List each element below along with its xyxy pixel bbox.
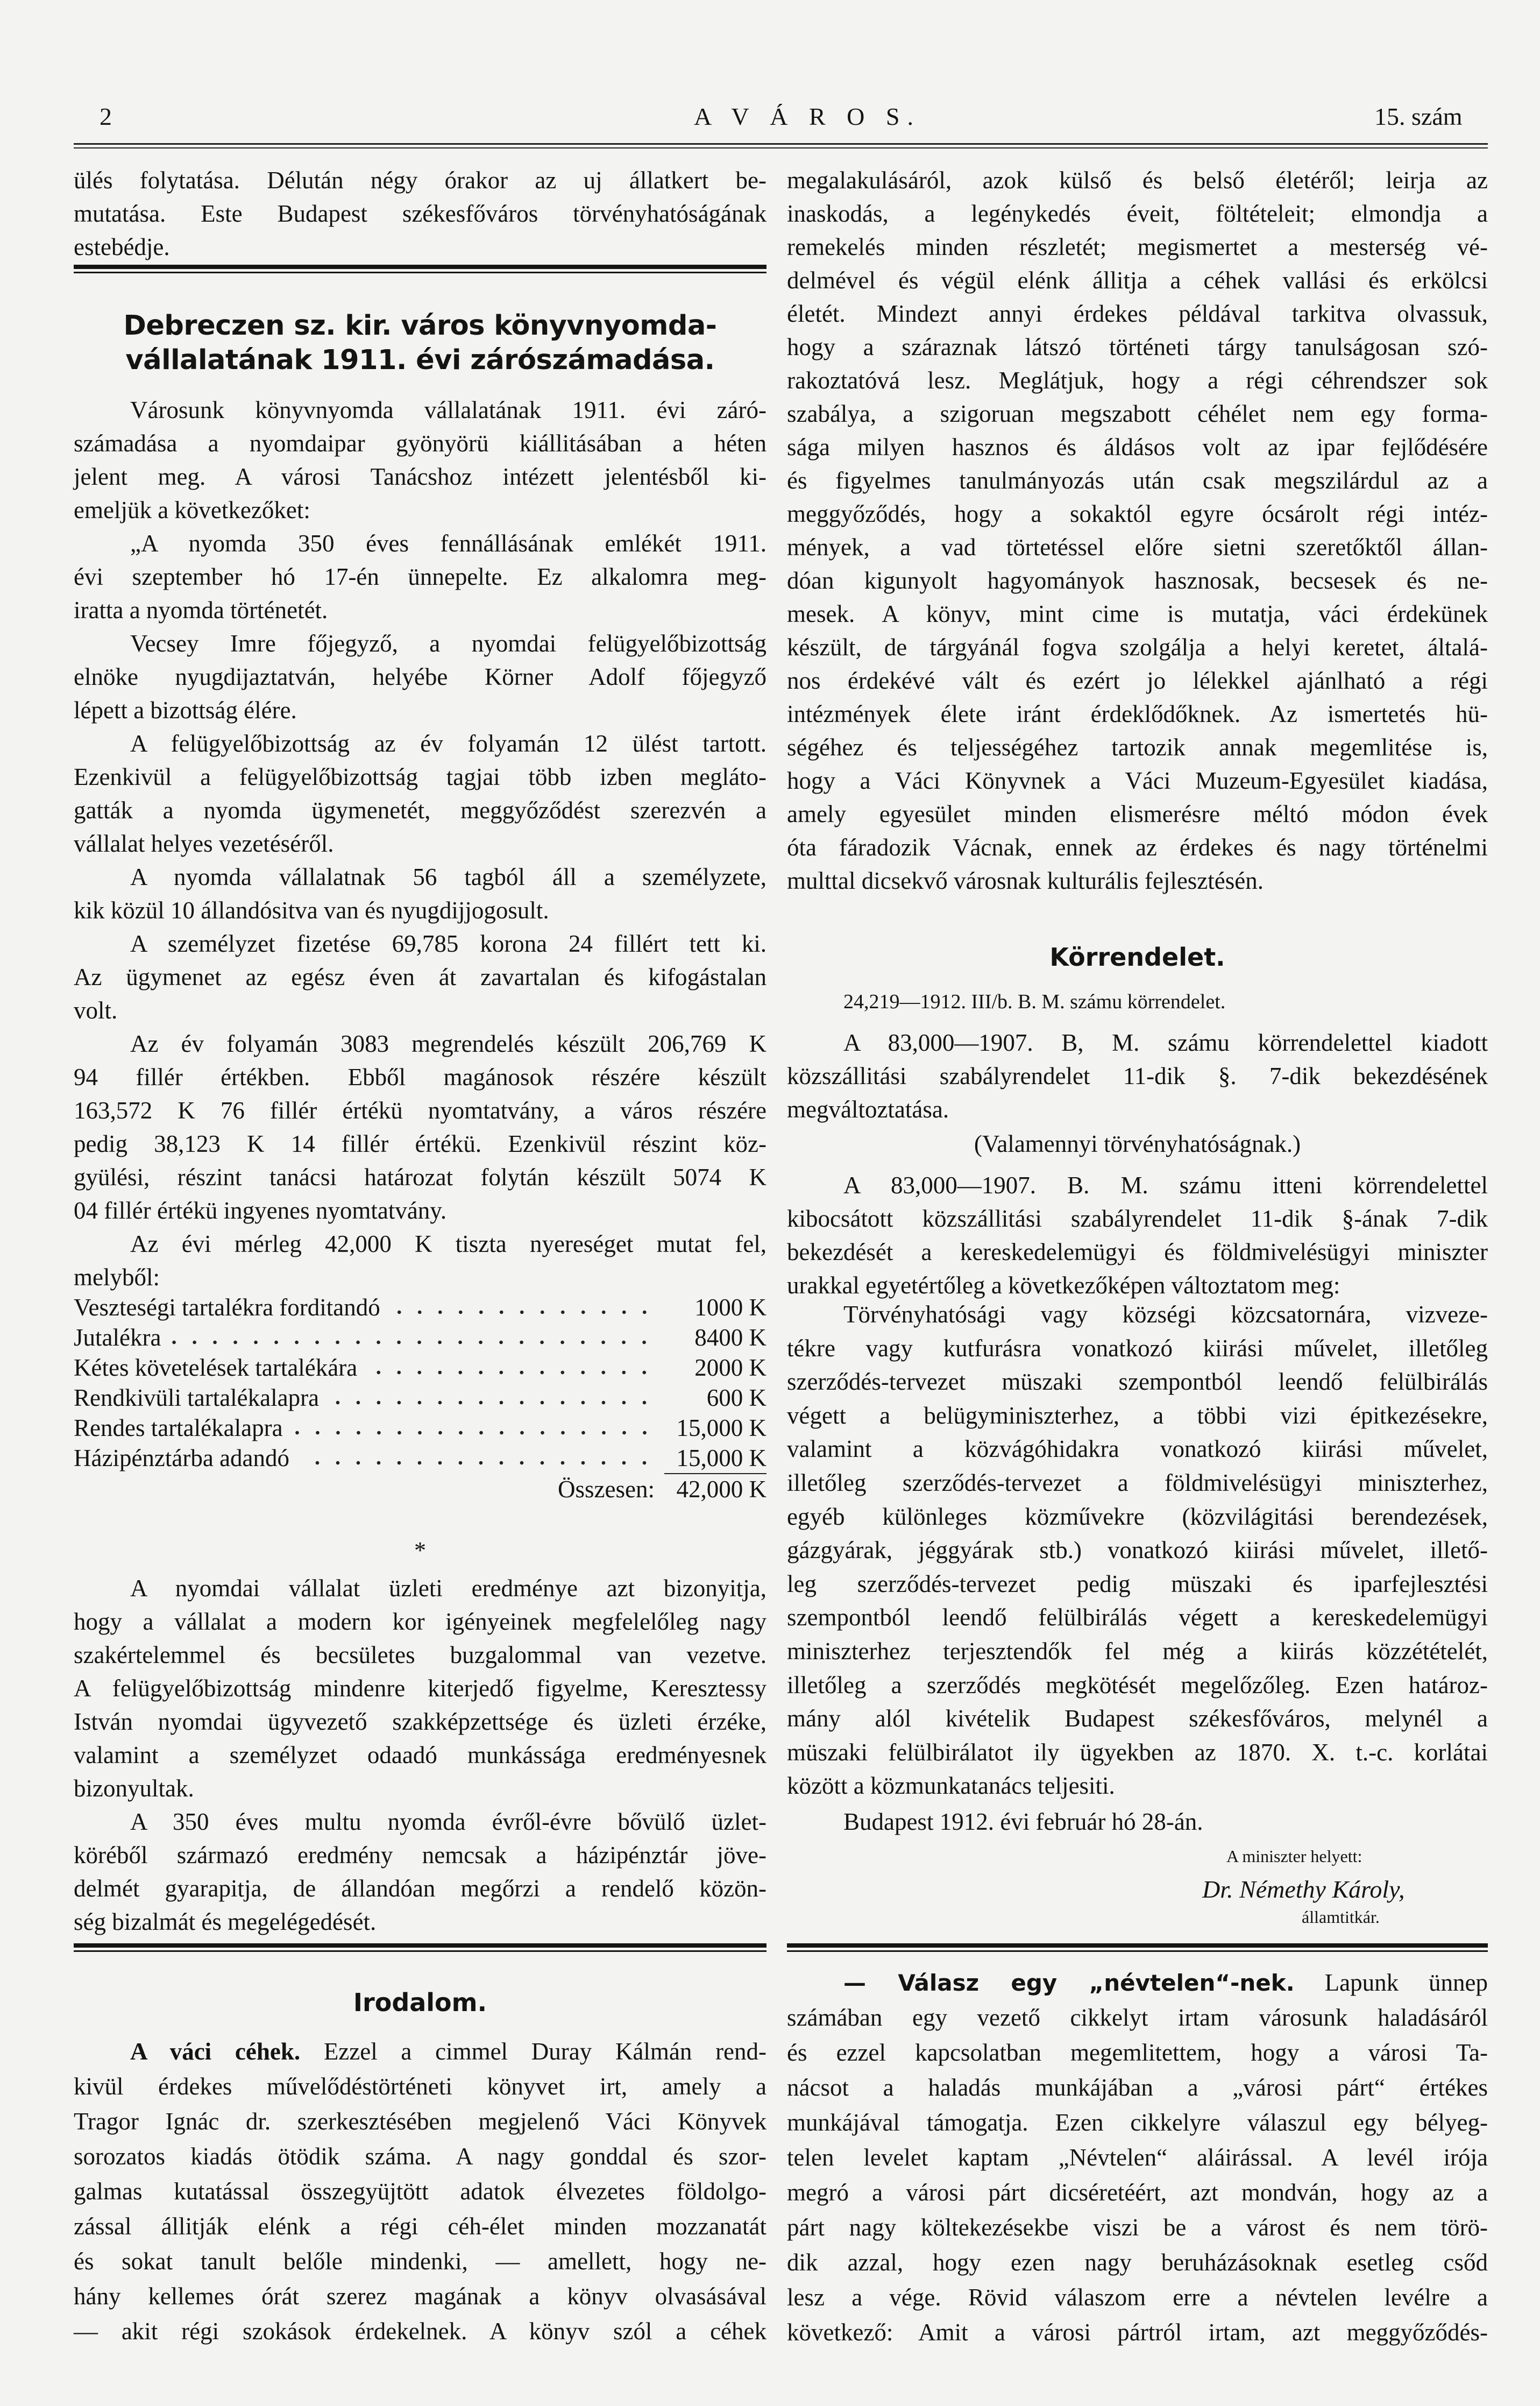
- text-line: és sokat tanult belőle mindenki, — amellett, hogy ne-: [74, 2248, 767, 2275]
- irodalom-article: [74, 2034, 767, 2349]
- text-line: következő: Amit a városi pártról irtam, azt meggyőződés-: [787, 2319, 1488, 2346]
- decree-reference: 24,219—1912. III/b. B. M. számu körrendelet.: [843, 990, 1226, 1013]
- text-line: István nyomdai ügyvezető szakképzettsége és üzleti érzéke,: [74, 1708, 767, 1735]
- total-value: 42,000 K: [664, 1473, 767, 1504]
- decree-subject: [787, 1026, 1488, 1126]
- text-line: sága milyen hasznos és áldásos volt az ipar fejlődésére: [787, 434, 1488, 461]
- signature-title: államtitkár.: [1302, 1907, 1380, 1927]
- text-line: szakértelemmel és becsületes buzgalommal van vezetve.: [74, 1641, 767, 1668]
- text-line: elnöke nyugdijaztatván, helyébe Körner Adolf főjegyző: [74, 663, 767, 690]
- row-value: 1000 K: [694, 1294, 767, 1321]
- irodalom-continuation: [787, 164, 1488, 897]
- row-value: 600 K: [706, 1384, 767, 1411]
- text-line: Városunk könyvnyomda vállalatának 1911. évi záró-: [130, 397, 767, 423]
- text-line: tékre vagy kutfurásra vonatkozó kiirási művelet, illetőleg: [787, 1334, 1488, 1362]
- text-line: nácsot a haladás munkájában a „városi párt“ értékes: [787, 2074, 1488, 2101]
- issue-number: 15. szám: [1374, 103, 1463, 130]
- text-line: 163,572 K 76 fillér értékü nyomtatvány, a város részére: [74, 1097, 767, 1124]
- text-line: életét. Mindezt annyi érdekes példával tarkitva olvassuk,: [787, 300, 1488, 327]
- lead-title: A váci céhek.: [130, 2038, 301, 2065]
- text-line: lesz a vége. Rövid válaszom erre a névtelen levélre a: [787, 2284, 1488, 2311]
- text-line: 04 fillér értékü ingyenes nyomtatvány.: [74, 1197, 447, 1224]
- text-line: gyülési, részint tanácsi határozat folytán készült 5074 K: [74, 1164, 767, 1191]
- text-line: Tragor Ignác dr. szerkesztésében megjelenő Váci Könyvek: [74, 2108, 767, 2135]
- text-line: mutatása. Este Budapest székesfőváros törvényhatóságának: [74, 200, 767, 227]
- header-rule: [74, 143, 1488, 148]
- text-line: párt nagy költekezésekbe viszi be a várost és nem törö-: [787, 2214, 1488, 2241]
- text-line: amely egyesület minden elismerésre méltó módon évek: [787, 801, 1488, 827]
- table-row: [74, 1383, 767, 1413]
- decree-paragraph: [787, 1169, 1488, 1302]
- text-line: hogy a Váci Könyvnek a Váci Muzeum-Egyesület kiadása,: [787, 767, 1488, 794]
- text-line: illetőleg szerződés-tervezet a földmivelésügyi miniszterhez,: [787, 1469, 1488, 1496]
- text-line: A 83,000—1907. B, M. számu körrendelettel kiadott: [843, 1029, 1488, 1056]
- text-line: rakoztatóvá lesz. Meglátjuk, hogy a régi céhrendszer sok: [787, 367, 1488, 394]
- text-line: Vecsey Imre főjegyző, a nyomdai felügyelőbizottság: [130, 630, 767, 657]
- text-line: szabálya, a szigoruan megszabott céhélet nem egy forma-: [787, 400, 1488, 427]
- text-line: valamint a személyzet odaadó munkássága eredményesnek: [74, 1742, 767, 1768]
- article-body-continued: [74, 1572, 767, 1938]
- decree-paragraph: [787, 1298, 1488, 1803]
- separator-asterisk: *: [414, 1537, 426, 1563]
- text-line: sorozatos kiadás ötödik száma. A nagy gonddal és szor-: [74, 2143, 767, 2170]
- text-line: A személyzet fizetése 69,785 korona 24 fillért tett ki.: [130, 930, 767, 957]
- text-line: és ezzel kapcsolatban megemlitettem, hogy a városi Ta-: [787, 2039, 1488, 2066]
- text-line: estebédje.: [74, 233, 170, 260]
- text-line: évi szeptember hó 17-én ünnepelte. Ez alkalomra meg-: [74, 563, 767, 590]
- text-line: A nyomdai vállalat üzleti eredménye azt bizonyitja,: [130, 1575, 767, 1602]
- text-line: galmas kutatással összegyüjtött adatok élvezetes földolgo-: [74, 2178, 767, 2205]
- article-headline: [74, 309, 767, 378]
- table-row: [74, 1353, 767, 1383]
- dot-leader: [367, 1369, 655, 1376]
- text-line: zással állitják elénk a régi céh-élet minden mozzanatát: [74, 2213, 767, 2240]
- text-line: és figyelmes tanulmányozás után csak megszilárdul az a: [787, 467, 1488, 494]
- text-line: 94 fillér értékben. Ebből magánosok részére készült: [74, 1064, 767, 1091]
- text-line: jelent meg. A városi Tanácshoz intézett jelentésből ki-: [74, 463, 767, 490]
- text-line: A felügyelőbizottság az év folyamán 12 ülést tartott.: [130, 730, 767, 757]
- intro-paragraph: [74, 164, 767, 264]
- text-line: Ezenkivül a felügyelőbizottság tagjai több izben megláto-: [74, 763, 767, 790]
- text-line: ség bizalmát és megelégedését.: [74, 1908, 377, 1935]
- newspaper-title: A V Á R O S.: [694, 103, 921, 130]
- text-line: multtal dicsekvő városnak kulturális fejlesztésén.: [787, 867, 1264, 894]
- text-line: ségéhez és teljességéhez tartozik annak megemlitése is,: [787, 734, 1488, 761]
- row-label: Veszteségi tartalékra forditandó: [74, 1294, 380, 1321]
- text-line: Az évi mérleg 42,000 K tiszta nyereséget mutat fel,: [130, 1230, 767, 1257]
- total-label: Összesen:: [558, 1476, 655, 1503]
- text-line: pedig 38,123 K 14 fillér értékü. Ezenkivül részint köz-: [74, 1130, 767, 1157]
- text-line: lépett a bizottság élére.: [74, 697, 297, 724]
- text-line: hogy a száraznak látszó történeti tárgy tanulságosan szó-: [787, 334, 1488, 360]
- text-line: számadása a nyomdaipar gyönyörü kiállitásában a héten: [74, 430, 767, 457]
- text-line: inaskodás, a legénykedés éveit, föltételeit; elmondja a: [787, 200, 1488, 227]
- text-line: [74, 2034, 767, 2069]
- text-line: — akit régi szokások érdekelnek. A könyv szól a céhek: [74, 2318, 767, 2345]
- text-line: ülés folytatása. Délután négy órakor az uj állatkert be-: [74, 167, 767, 194]
- dot-leader: [171, 1339, 655, 1346]
- table-row: [74, 1443, 767, 1473]
- text-line: urakkal egyetértőleg a következőképen változtatom meg:: [787, 1272, 1340, 1299]
- page-number: 2: [100, 103, 112, 130]
- signature-role: A miniszter helyett:: [1226, 1846, 1362, 1866]
- text-line: illetőleg a szerződés megkötését megelőzőleg. Ezen határoz-: [787, 1671, 1488, 1699]
- text-line: valamint a közvágóhidakra vonatkozó kiirási művelet,: [787, 1435, 1488, 1463]
- text-line: kivül érdekes művelődéstörténeti könyvet irt, amely a: [74, 2073, 767, 2100]
- text-line: bekezdését a kereskedelemügyi és földmivelésügyi miniszter: [787, 1239, 1488, 1265]
- signature-name: Dr. Némethy Károly,: [1202, 1876, 1405, 1903]
- row-value: 15,000 K: [676, 1445, 767, 1471]
- valasz-article: [787, 1965, 1488, 2350]
- text-line: intézmények élete iránt érdeklődőknek. Az ismertetés hü-: [787, 700, 1488, 727]
- text-line: nos érdekévé vált és ezért jo lélekkel ajánlható a régi: [787, 667, 1488, 694]
- section-divider: [74, 1943, 767, 1952]
- text-line: számában egy vezető cikkelyt irtam városunk haladásáról: [787, 2004, 1488, 2031]
- text-line: müszaki felülbirálatot ily ügyekben az 1870. X. t.-c. korlátai: [787, 1738, 1488, 1766]
- row-label: Rendes tartalékalapra: [74, 1414, 283, 1441]
- section-divider: [787, 1943, 1488, 1952]
- dot-leader: [293, 1429, 655, 1436]
- text-line: között a közmunkatanács teljesiti.: [787, 1772, 1115, 1800]
- section-divider: [74, 265, 767, 273]
- row-label: Jutalékra: [74, 1324, 161, 1351]
- text-line: munkájával támogatja. Ezen cikkelyre válaszul egy bélyeg-: [787, 2109, 1488, 2136]
- text-line: készült, de tárgyánál fogva szolgálja a helyi keretet, általá-: [787, 634, 1488, 661]
- lead-title: — Válasz egy „névtelen“-nek.: [843, 1970, 1295, 1996]
- text-line: A nyomda vállalatnak 56 tagból áll a személyzete,: [130, 864, 767, 890]
- text-line: leg szerződés-tervezet pedig müszaki és iparfejlesztési: [787, 1570, 1488, 1597]
- dot-leader: [299, 1459, 655, 1467]
- text-line: A 350 éves multu nyomda évről-évre bővülő üzlet-: [130, 1808, 767, 1835]
- text-line: mány alól kivételik Budapest székesfőváros, melynél a: [787, 1705, 1488, 1732]
- text-line: A felügyelőbizottság mindenre kiterjedő figyelme, Keresztessy: [74, 1675, 767, 1702]
- text-line: kibocsátott közszállitási szabályrendelet 11-dik §-ának 7-dik: [787, 1205, 1488, 1232]
- text-line: megváltoztatása.: [787, 1096, 949, 1123]
- text-line: Törvényhatósági vagy községi közcsatornára, vizveze-: [843, 1301, 1488, 1328]
- text-line: A 83,000—1907. B. M. számu itteni körrendelettel: [843, 1172, 1488, 1199]
- text-line: Az év folyamán 3083 megrendelés készült 206,769 K: [130, 1030, 767, 1057]
- table-row: [74, 1322, 767, 1353]
- row-label: Házipénztárba adandó: [74, 1445, 290, 1471]
- headline-line: Debreczen sz. kir. város könyvnyomda-: [123, 310, 717, 342]
- section-heading-irodalom: Irodalom.: [353, 1988, 487, 2017]
- text-line: megalakulásáról, azok külső és belső életéről; leirja az: [787, 167, 1488, 194]
- text-line: gázgyárak, jéggyárak stb.) vonatkozó kiirási művelet, illető-: [787, 1537, 1488, 1564]
- text-line: Az ügymenet az egész éven át zavartalan és kifogástalan: [74, 964, 767, 990]
- text-line: köréből származó eredmény nemcsak a házipénztár jöve-: [74, 1842, 767, 1869]
- row-label: Kétes követelések tartalékára: [74, 1354, 358, 1381]
- table-total-row: [74, 1473, 767, 1503]
- text-line: hány kellemes órát szerez magának a könyv olvasásával: [74, 2283, 767, 2310]
- row-label: Rendkivüli tartalékalapra: [74, 1384, 320, 1411]
- text-line: bizonyultak.: [74, 1775, 194, 1802]
- dot-leader: [329, 1399, 655, 1406]
- text-line: szerződés-tervezet müszaki szempontból leendő felülbirálás: [787, 1368, 1488, 1396]
- text-run: Lapunk ünnep: [1294, 1969, 1488, 1996]
- text-line: volt.: [74, 997, 118, 1024]
- row-value: 15,000 K: [676, 1414, 767, 1441]
- text-line: mények, a vad törtetéssel előre sietni szeretőktől állan-: [787, 534, 1488, 561]
- table-row: [74, 1292, 767, 1322]
- text-line: [787, 1965, 1488, 2000]
- text-line: mesek. A könyv, mint cime is mutatja, váci érdekünek: [787, 600, 1488, 627]
- decree-dateline: Budapest 1912. évi február hó 28-án.: [843, 1808, 1203, 1835]
- text-line: emeljük a következőket:: [74, 497, 310, 523]
- section-heading-korrendelet: Körrendelet.: [1049, 943, 1225, 972]
- text-line: dik azzal, hogy ezen nagy beruházásoknak esetleg csőd: [787, 2249, 1488, 2276]
- text-line: dóan kigunyolt hagyományok hasznosak, becsesek és ne-: [787, 567, 1488, 594]
- article-body: [74, 393, 767, 1294]
- text-run: Ezzel a cimmel Duray Kálmán rend-: [300, 2038, 767, 2065]
- text-line: delmével és végül elénk állitja a céhek vallási és erkölcsi: [787, 267, 1488, 294]
- text-line: közszállitási szabályrendelet 11-dik §. 7-dik bekezdésének: [787, 1063, 1488, 1089]
- headline-line: vállalatának 1911. évi zárószámadása.: [125, 344, 715, 376]
- text-line: szempontból leendő felülbirálás végett a kereskedelemügyi: [787, 1604, 1488, 1631]
- decree-addressee: (Valamennyi törvényhatóságnak.): [974, 1130, 1301, 1157]
- text-line: gatták a nyomda ügymenetét, meggyőződést szerezvén a: [74, 797, 767, 824]
- text-line: „A nyomda 350 éves fennállásának emlékét 1911.: [130, 530, 767, 557]
- text-line: melyből:: [74, 1264, 160, 1291]
- text-line: megró a városi párt dicséretéért, azt mondván, hogy az a: [787, 2179, 1488, 2206]
- text-line: meggyőződés, hogy a sokaktól egyre ócsárolt régi intéz-: [787, 500, 1488, 527]
- text-line: remekelés minden részletét; megismertet a mesterség vé-: [787, 233, 1488, 260]
- text-line: vállalat helyes vezetéséről.: [74, 830, 334, 857]
- row-value: 8400 K: [694, 1324, 767, 1351]
- text-line: egyéb különleges közművekre (közvilágitási berendezések,: [787, 1503, 1488, 1530]
- text-line: kik közül 10 állandósitva van és nyugdijjogosult.: [74, 897, 549, 924]
- text-line: miniszterhez terjesztendők fel még a kiirás közzétételét,: [787, 1637, 1488, 1665]
- text-line: delmét gyarapitja, de állandóan megőrzi a rendelő közön-: [74, 1875, 767, 1902]
- text-line: iratta a nyomda történetét.: [74, 597, 328, 624]
- balance-table: [74, 1292, 767, 1503]
- text-line: hogy a vállalat a modern kor igényeinek megfelelőleg nagy: [74, 1608, 767, 1635]
- text-line: végett a belügyminiszterhez, a többi vizi épitkezésekre,: [787, 1402, 1488, 1429]
- table-row: [74, 1413, 767, 1443]
- dot-leader: [390, 1308, 655, 1316]
- text-line: telen levelet kaptam „Névtelen“ aláirással. A levél irója: [787, 2144, 1488, 2171]
- row-value: 2000 K: [694, 1354, 767, 1381]
- text-line: óta fáradozik Vácnak, ennek az érdekes és nagy történelmi: [787, 834, 1488, 861]
